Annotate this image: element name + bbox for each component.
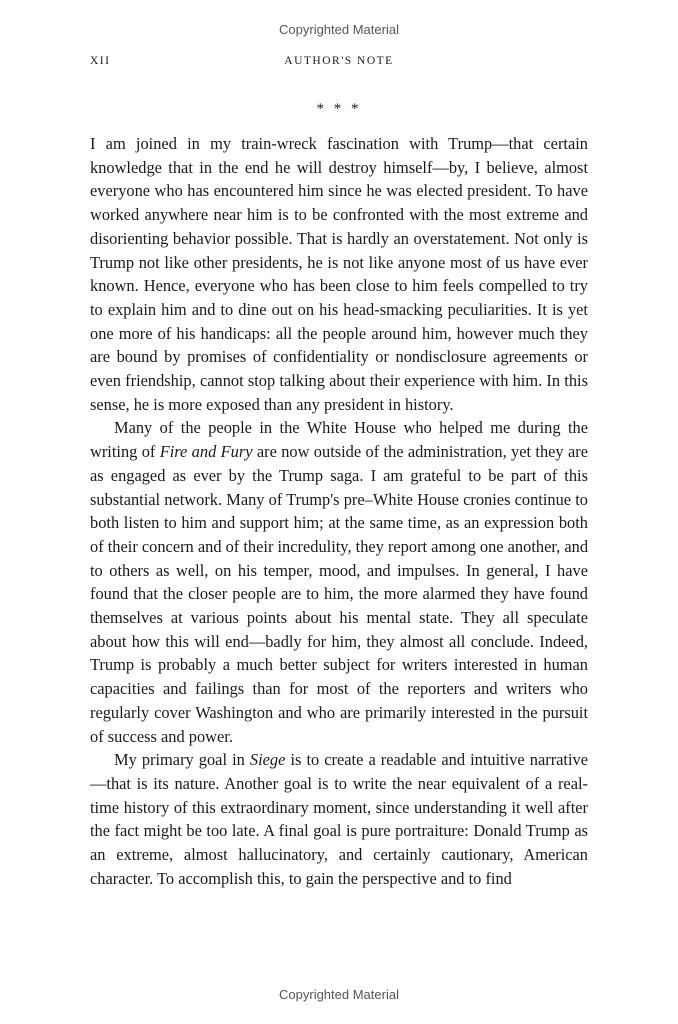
paragraph	[90, 416, 588, 748]
text-run: My primary goal in	[114, 750, 250, 770]
book-title: Fire and Fury	[159, 442, 253, 462]
page-number: XII	[90, 55, 111, 67]
copyright-watermark-top: Copyrighted Material	[279, 22, 399, 37]
running-head	[90, 55, 588, 71]
text-run: I am joined in my train-wreck fascination with Trump—that certain knowledge that in the end he will destroy himself—by, I believe, almost everyone who has encountered him since he was elected president. To have worked anywhere near him is to be confronted with the most extreme and disorienting behavior possible. That is hardly an overstatement. Not only is Trump not like other presidents, he is not like anyone most of us have ever known. Hence, everyone who has been close to him feels compelled to try to explain him and to dine out on his head-smacking peculiarities. It is yet one more of his handicaps: all the people around him, however much they are bound by promises of confidentiality or nondisclosure agreements or even friendship, cannot stop talking about their experience with him. In this sense, he is more exposed than any president in history.	[90, 134, 588, 414]
text-run: Many of the people in the White House who helped me during the writing of	[90, 418, 588, 462]
book-title: Siege	[249, 750, 286, 770]
copyright-watermark-bottom: Copyrighted Material	[279, 987, 399, 1002]
paragraph	[90, 748, 588, 890]
body-text	[90, 132, 588, 891]
running-head-title: AUTHOR'S NOTE	[284, 55, 394, 67]
section-separator: * * *	[316, 101, 362, 117]
text-run: is to create a readable and intuitive narrative—that is its nature. Another goal is to write the near equivalent of a real-time history of this extraordinary moment, since understanding it well after the fact might be too late. A final goal is pure portraiture: Donald Trump as an extreme, almost hallucinatory, and certainly cautionary, American character. To accomplish this, to gain the perspective and to find	[90, 750, 589, 888]
paragraph	[90, 132, 588, 416]
text-run: are now outside of the administration, yet they are as engaged as ever by the Trump saga. I am grateful to be part of this substantial network. Many of Trump's pre–White House cronies continue to both listen to him and support him; at the same time, as an expression both of their concern and of their incredulity, they report among one another, and to others as well, on his temper, mood, and impulses. In general, I have found that the closer people are to him, the more alarmed they have found themselves at various points about his mental state. They all speculate about how this will end—badly for him, they almost all conclude. Indeed, Trump is probably a much better subject for writers interested in human capacities and failings than for most of the reporters and writers who regularly cover Washington and who are primarily interested in the pursuit of success and power.	[90, 442, 589, 746]
